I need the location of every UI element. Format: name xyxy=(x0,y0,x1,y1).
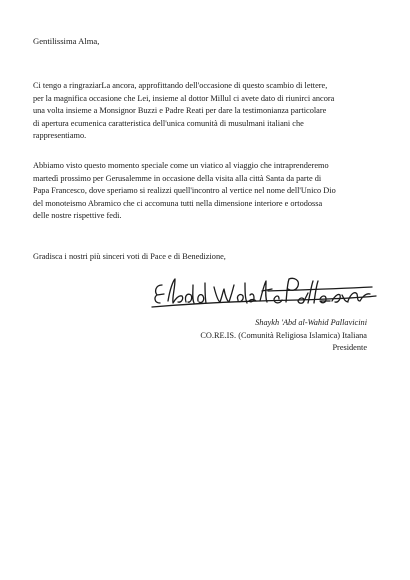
paragraph-journey xyxy=(33,160,383,223)
paragraph-line: rappresentiamo. xyxy=(33,131,87,141)
paragraph-line: Abbiamo visto questo momento speciale come un viatico al viaggio che intraprenderemo xyxy=(33,161,329,170)
signature-block xyxy=(200,317,367,355)
handwritten-signature xyxy=(148,271,383,313)
salutation: Gentilissima Alma, xyxy=(33,36,100,46)
closing-line: Gradisca i nostri più sinceri voti di Pace e di Benedizione, xyxy=(33,252,226,261)
paragraph-line: di apertura ecumenica caratteristica dell'unica comunità di musulmani italiani che xyxy=(33,118,304,128)
paragraph-line: Ci tengo a ringraziarLa ancora, approfittando dell'occasione di questo scambio di lettere, xyxy=(33,81,328,90)
paragraph-line: una volta insieme a Monsignor Buzzi e Padre Reati per dare la testimonianza particolare xyxy=(33,106,327,116)
paragraph-line: per la magnifica occasione che Lei, insieme al dottor Millul ci avete dato di riunirci ancora xyxy=(33,93,335,103)
paragraph-line: delle nostre rispettive fedi. xyxy=(33,211,122,221)
paragraph-line: martedì prossimo per Gerusalemme in occasione della visita alla città Santa da parte di xyxy=(33,173,322,183)
paragraph-line: Papa Francesco, dove speriamo si realizzi quell'incontro al vertice nel nome dell'Unico Dio xyxy=(33,186,336,196)
signer-name: Shaykh 'Abd al-Wahid Pallavicini xyxy=(255,318,367,327)
organization-name: CO.RE.IS. (Comunità Religiosa Islamica) Italiana xyxy=(200,330,367,340)
paragraph-thanks xyxy=(33,80,383,143)
signer-role: Presidente xyxy=(332,343,367,353)
paragraph-line: del monoteismo Abramico che ci accomuna tutti nella dimensione interiore e ortodossa xyxy=(33,198,323,208)
